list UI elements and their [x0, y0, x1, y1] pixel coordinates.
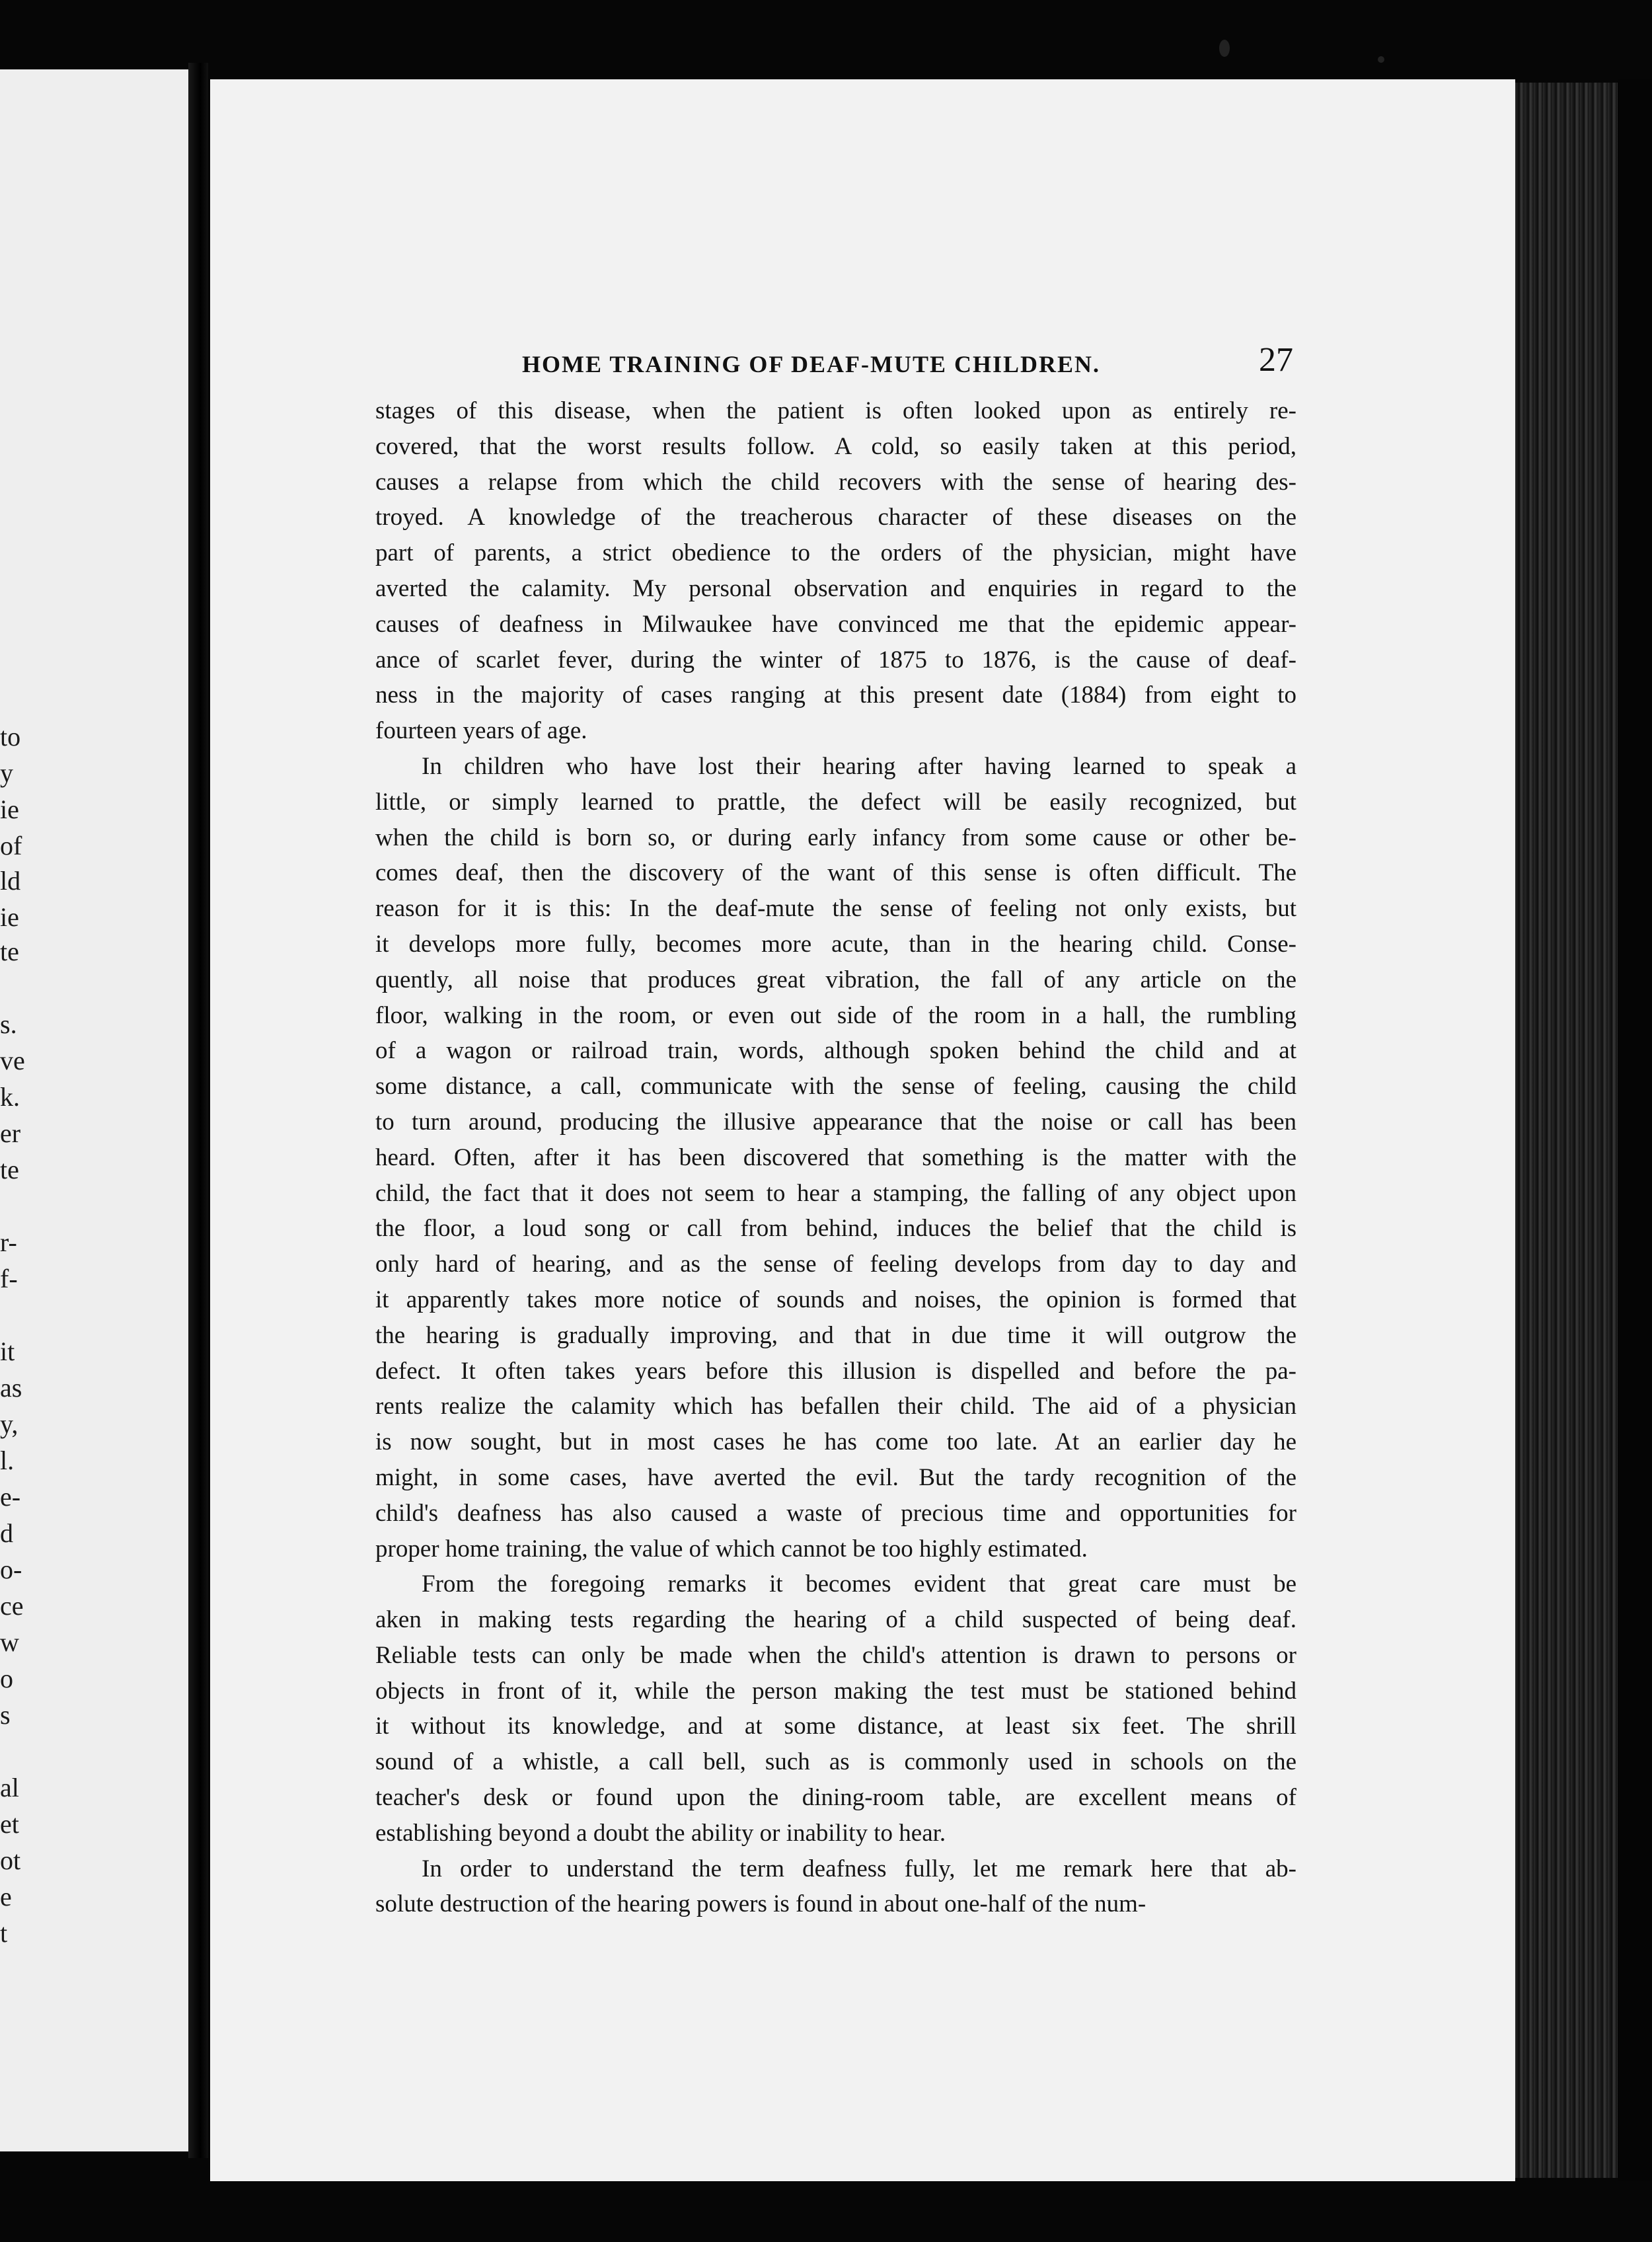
left-page-fragment: al [0, 1773, 19, 1802]
text-line: the floor, a loud song or call from behind, induces the belief that the child is [375, 1215, 1296, 1243]
left-page-fragment: er [0, 1118, 21, 1148]
page-number: 27 [1259, 341, 1293, 379]
paragraph [375, 1566, 1296, 1851]
left-page-fragment: e- [0, 1482, 21, 1512]
text-line: of a wagon or railroad train, words, although spoken behind the child and at [375, 1037, 1296, 1065]
text-line: child, the fact that it does not seem to hear a stamping, the falling of any object upon [375, 1179, 1296, 1207]
left-page-fragment: k. [0, 1082, 20, 1112]
text-line: Reliable tests can only be made when the child's attention is drawn to persons or [375, 1641, 1296, 1669]
left-page-fragment: ld [0, 866, 21, 896]
text-line: objects in front of it, while the person making the test must be stationed behind [375, 1677, 1296, 1705]
left-page-fragment: y, [0, 1409, 19, 1439]
left-page-fragment: l. [0, 1446, 15, 1475]
text-line: From the foregoing remarks it becomes evident that great care must be [422, 1570, 1296, 1598]
left-page-fragment: to [0, 722, 21, 752]
left-page-fragment: ve [0, 1046, 25, 1075]
text-line: averted the calamity. My personal observation and enquiries in regard to the [375, 574, 1296, 602]
text-line: child's deafness has also caused a waste of precious time and opportunities for [375, 1499, 1296, 1527]
page-edge-stack [1515, 83, 1618, 2178]
paragraph [375, 1851, 1296, 1923]
text-line: teacher's desk or found upon the dining-room table, are excellent means of [375, 1784, 1296, 1812]
text-line: sound of a whistle, a call bell, such as is commonly used in schools on the [375, 1748, 1296, 1776]
text-line: rents realize the calamity which has befallen their child. The aid of a physician [375, 1393, 1296, 1420]
paragraph [375, 393, 1296, 749]
scan-border [1618, 79, 1652, 2181]
left-page-fragment: t [0, 1918, 8, 1948]
text-line: some distance, a call, communicate with the sense of feeling, causing the child [375, 1073, 1296, 1101]
paragraph [375, 749, 1296, 1566]
text-line: it apparently takes more notice of sounds and noises, the opinion is formed that [375, 1286, 1296, 1313]
left-page-fragment: f- [0, 1264, 18, 1294]
text-line: is now sought, but in most cases he has come too late. At an earlier day he [375, 1428, 1296, 1456]
left-page-fragment: o [0, 1664, 13, 1693]
text-line: quently, all noise that produces great vibration, the fall of any article on the [375, 966, 1296, 993]
text-line: defect. It often takes years before this illusion is dispelled and before the pa- [375, 1357, 1296, 1385]
left-page-fragment: s [0, 1700, 11, 1730]
text-line: stages of this disease, when the patient is often looked upon as entirely re- [375, 397, 1296, 424]
left-page-fragment: it [0, 1336, 15, 1366]
text-line: establishing beyond a doubt the ability or inability to hear. [375, 1819, 946, 1847]
text-line: reason for it is this: In the deaf-mute the sense of feeling not only exists, but [375, 895, 1296, 923]
left-page-fragment: te [0, 937, 19, 966]
left-page-fragment: ce [0, 1591, 24, 1621]
left-page-fragment: w [0, 1627, 19, 1657]
text-line: it develops more fully, becomes more acute, than in the hearing child. Conse- [375, 930, 1296, 958]
scan-speck [1378, 56, 1384, 63]
text-line: fourteen years of age. [375, 717, 587, 745]
text-line: causes of deafness in Milwaukee have convinced me that the epidemic appear- [375, 610, 1296, 638]
text-line: causes a relapse from which the child recovers with the sense of hearing des- [375, 468, 1296, 496]
text-line: solute destruction of the hearing powers is found in about one-half of the num- [375, 1890, 1146, 1918]
body-text [375, 393, 1296, 1922]
text-line: when the child is born so, or during early infancy from some cause or other be- [375, 824, 1296, 851]
text-line: only hard of hearing, and as the sense of feeling develops from day to day and [375, 1251, 1296, 1278]
gutter-shadow [188, 63, 208, 2158]
text-line: In order to understand the term deafness fully, let me remark here that ab- [422, 1855, 1296, 1882]
scan-speck [1219, 40, 1230, 57]
text-line: troyed. A knowledge of the treacherous character of these diseases on the [375, 504, 1296, 531]
left-page-fragment: y [0, 758, 13, 788]
left-page-fragment: ie [0, 902, 19, 932]
text-line: the hearing is gradually improving, and that in due time it will outgrow the [375, 1321, 1296, 1349]
text-line: proper home training, the value of which cannot be too highly estimated. [375, 1535, 1088, 1563]
left-page-fragment: as [0, 1373, 22, 1403]
text-line: part of parents, a strict obedience to the orders of the physician, might have [375, 539, 1296, 567]
text-line: it without its knowledge, and at some distance, at least six feet. The shrill [375, 1713, 1296, 1740]
running-header: HOME TRAINING OF DEAF-MUTE CHILDREN. [522, 351, 1101, 377]
left-page-fragment: o- [0, 1555, 22, 1584]
text-line: little, or simply learned to prattle, the defect will be easily recognized, but [375, 788, 1296, 816]
text-line: In children who have lost their hearing after having learned to speak a [422, 752, 1296, 780]
text-line: to turn around, producing the illusive appearance that the noise or call has been [375, 1108, 1296, 1136]
text-line: ance of scarlet fever, during the winter of 1875 to 1876, is the cause of deaf- [375, 646, 1296, 674]
text-line: ness in the majority of cases ranging at this present date (1884) from eight to [375, 681, 1296, 709]
text-line: comes deaf, then the discovery of the want of this sense is often difficult. The [375, 859, 1296, 887]
left-page-fragment: s. [0, 1009, 17, 1039]
left-page-fragment: e [0, 1882, 12, 1912]
text-line: heard. Often, after it has been discovered that something is the matter with the [375, 1143, 1296, 1171]
left-page-fragment: r- [0, 1227, 17, 1257]
left-page-fragment: d [0, 1518, 13, 1548]
left-page-fragment: ie [0, 794, 19, 824]
text-line: covered, that the worst results follow. A cold, so easily taken at this period, [375, 432, 1296, 460]
left-facing-page [0, 69, 188, 2151]
text-line: might, in some cases, have averted the evil. But the tardy recognition of the [375, 1463, 1296, 1491]
left-page-fragment: te [0, 1155, 19, 1184]
left-page-fragment: et [0, 1809, 19, 1839]
text-line: floor, walking in the room, or even out side of the room in a hall, the rumbling [375, 1001, 1296, 1029]
left-page-fragment: of [0, 831, 22, 861]
text-line: aken in making tests regarding the hearing of a child suspected of being deaf. [375, 1606, 1296, 1634]
left-page-fragment: ot [0, 1845, 21, 1875]
